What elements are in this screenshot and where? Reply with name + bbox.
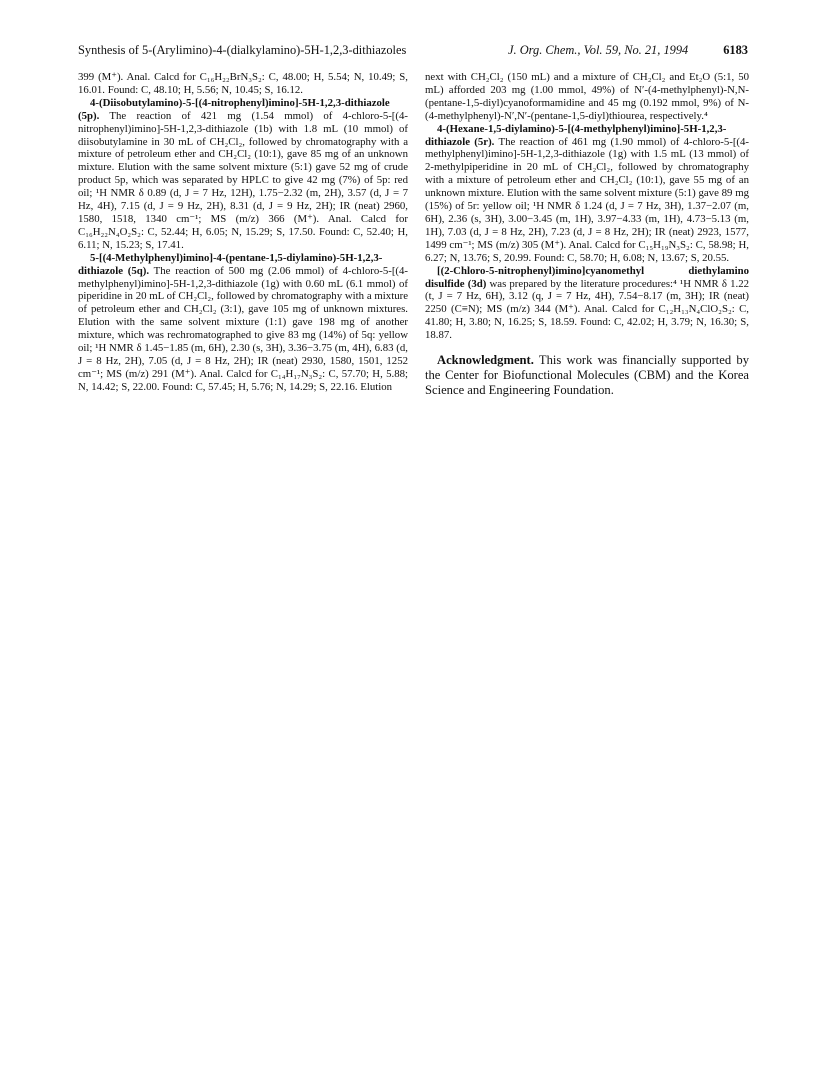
compound-5q-body: The reaction of 500 mg (2.06 mmol) of 4-chloro-5-[(4-methylphenyl)imino]-5H-1,2,3-dithiazole (1g) with 0.60 mL (6.1 mmol) of piperidine in 20 mL of CH₂Cl₂, followed by chromatography with a mixture of petroleum ether and CH₂Cl₂ (3:1), gave 105 mg of unknown mixtures. Elution with the same solvent mixture (1:1) gave 198 mg of another mixture, which was rechromatographed to give 83 mg (14%) of 5q: yellow oil; ¹H NMR δ 1.45−1.85 (m, 6H), 2.30 (s, 3H), 3.36−3.75 (m, 4H), 6.83 (d, J = 8 Hz, 2H), 7.05 (d, J = 8 Hz, 2H); IR (neat) 2930, 1580, 1501, 1252 cm⁻¹; MS (m/z) 291 (M⁺). Anal. Calcd for C₁₄H₁₇N₃S₂: C, 57.70; H, 5.88; N, 14.42; S, 22.00. Found: C, 57.45; H, 5.76; N, 14.29; S, 22.16. Elution xyxy=(78,264,408,393)
compound-5p-heading: 4-(Diisobutylamino)-5-[(4-nitrophenyl)imino]-5H-1,2,3-dithiazole (5p). xyxy=(78,96,390,122)
compound-3d-body: was prepared by the literature procedures:⁴ ¹H NMR δ 1.22 (t, J = 7 Hz, 6H), 3.12 (q, J = 7 Hz, 4H), 7.54−8.17 (m, 3H); IR (neat) 2250 (C≡N); MS (m/z) 344 (M⁺). Anal. Calcd for C₁₂H₁₃N₄ClO₂S₂: C, 41.80; H, 3.80; N, 16.25; S, 18.59. Found: C, 42.02; H, 3.79; N, 16.30; S, 18.87. xyxy=(425,277,749,342)
paragraph-compound-5q xyxy=(78,252,408,394)
paragraph-compound-5r xyxy=(425,123,749,265)
paragraph-compound-3d xyxy=(425,265,749,342)
acknowledgment xyxy=(425,353,749,398)
paragraph-continued-right: next with CH₂Cl₂ (150 mL) and a mixture of CH₂Cl₂ and Et₂O (5:1, 50 mL) afforded 203 mg (1.00 mmol, 49%) of N′-(4-methylphenyl)-N,N-(pentane-1,5-diyl)cyanoformamidine and 45 mg (0.192 mmol, 9%) of N-(4-methylphenyl)-N′,N′-(pentane-1,5-diyl)thiourea, respectively.⁴ xyxy=(425,71,749,122)
left-column xyxy=(78,71,408,394)
compound-5r-body: The reaction of 461 mg (1.90 mmol) of 4-chloro-5-[(4-methylphenyl)imino]-5H-1,2,3-dithiazole (1g) with 1.5 mL (13 mmol) of 2-methylpiperidine in 20 mL of CH₂Cl₂, followed by chromatography with a mixture of petroleum ether and CH₂Cl₂ (10:1), gave 55 mg of an unknown mixture. Elution with the same solvent mixture (5:1) gave 89 mg (15%) of 5r: yellow oil; ¹H NMR δ 1.24 (d, J = 7 Hz, 3H), 1.37−2.07 (m, 6H), 2.36 (s, 3H), 3.00−3.45 (m, 1H), 3.97−4.33 (m, 1H), 4.73−5.13 (m, 1H), 7.03 (d, J = 8 Hz, 2H), 7.23 (d, J = 8 Hz, 2H); IR (neat) 2923, 1577, 1499 cm⁻¹; MS (m/z) 305 (M⁺). Anal. Calcd for C₁₅H₁₉N₃S₂: C, 58.98; H, 6.27; N, 13.76; S, 20.99. Found: C, 58.70; H, 6.08; N, 13.67; S, 20.55. xyxy=(425,135,750,264)
running-header xyxy=(78,41,750,59)
paragraph-compound-5p xyxy=(78,97,408,252)
page-number: 6183 xyxy=(723,43,748,57)
compound-5q-heading: 5-[(4-Methylphenyl)imino]-4-(pentane-1,5-diylamino)-5H-1,2,3-dithiazole (5q). xyxy=(78,251,383,277)
compound-5r-heading: 4-(Hexane-1,5-diylamino)-5-[(4-methylphenyl)imino]-5H-1,2,3-dithiazole (5r). xyxy=(425,122,727,148)
journal-citation: J. Org. Chem., Vol. 59, No. 21, 1994 xyxy=(508,43,689,57)
compound-3d-heading: [(2-Chloro-5-nitrophenyl)imino]cyanomethyl diethylamino disulfide (3d) xyxy=(425,264,749,290)
acknowledgment-body: This work was financially supported by the Center for Biofunctional Molecules (CBM) and the Korea Science and Engineering Foundation. xyxy=(425,353,749,398)
compound-5p-body: The reaction of 421 mg (1.54 mmol) of 4-chloro-5-[(4-nitrophenyl)imino]-5H-1,2,3-dithiazole (1b) with 1.8 mL (10 mmol) of diisobutylamine in 30 mL of CH₂Cl₂, followed by chromatography with a mixture of petroleum ether and CH₂Cl₂ (10:1), gave 85 mg of an unknown mixture. Elution with the same solvent mixture (5:1) gave 52 mg of crude product 5p, which was separated by HPLC to give 42 mg (7%) of 5p: red oil; ¹H NMR δ 0.89 (d, J = 7 Hz, 12H), 1.75−2.32 (m, 2H), 3.57 (d, J = 7 Hz, 4H), 7.15 (d, J = 9 Hz, 2H), 8.31 (d, J = 9 Hz, 2H); IR (neat) 2960, 1580, 1518, 1340 cm⁻¹; MS (m/z) 366 (M⁺). Anal. Calcd for C₁₆H₂₂N₄O₂S₂: C, 52.44; H, 6.05; N, 15.29; S, 17.50. Found: C, 52.40; H, 6.11; N, 15.23; S, 17.41. xyxy=(78,109,408,251)
running-title: Synthesis of 5-(Arylimino)-4-(dialkylamino)-5H-1,2,3-dithiazoles xyxy=(78,43,407,57)
acknowledgment-heading: Acknowledgment. xyxy=(437,353,534,368)
paragraph-continued: 399 (M⁺). Anal. Calcd for C₁₆H₂₂BrN₃S₂: C, 48.00; H, 5.54; N, 10.49; S, 16.01. Found: C, 48.10; H, 5.56; N, 10.45; S, 16.12. xyxy=(78,71,408,96)
right-column xyxy=(425,71,749,398)
